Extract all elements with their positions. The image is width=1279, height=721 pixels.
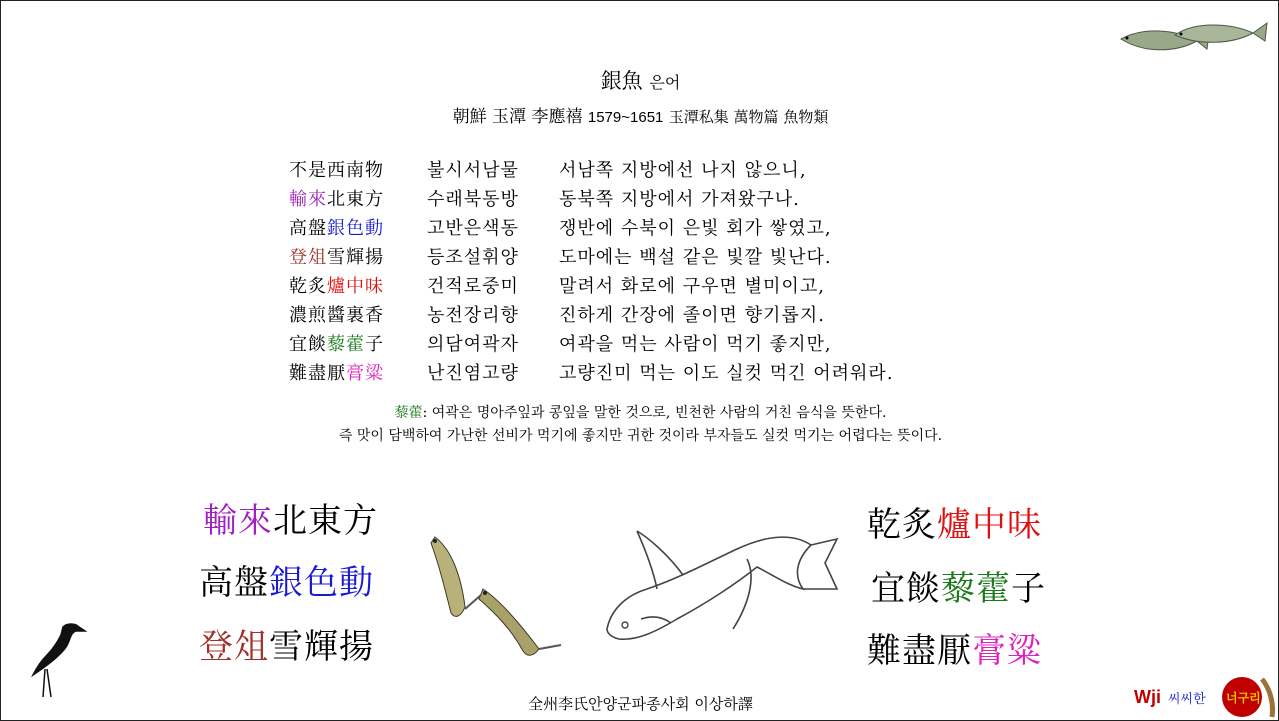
- poem-hanja: [289, 214, 427, 240]
- poem-hanja: [289, 359, 427, 385]
- poem-hanja: [289, 156, 427, 182]
- poem-reading: 등조설휘양: [427, 247, 519, 268]
- poem: [289, 156, 894, 388]
- poem-line: [289, 330, 894, 359]
- note-line-1: [1, 402, 1279, 422]
- verse-segment: 北東方: [327, 189, 384, 210]
- poem-hanja: [289, 272, 427, 298]
- poem-reading: 난진염고량: [427, 363, 519, 384]
- poem-translation: 동북쪽 지방에서 가져왔구나.: [559, 189, 800, 210]
- verse-segment: 不是西南物: [289, 160, 384, 181]
- title-korean: 은어: [649, 73, 681, 92]
- poem-line: [289, 243, 894, 272]
- poem-hanja: [289, 301, 427, 327]
- verse-segment: 雪輝揚: [327, 247, 384, 268]
- poem-line: [289, 185, 894, 214]
- verse-segment: 宜餤: [289, 334, 327, 355]
- poem-hanja: [289, 330, 427, 356]
- grilled-fish-image: [421, 529, 571, 669]
- note-term: 藜藿: [394, 405, 423, 421]
- poem-line: [289, 214, 894, 243]
- svg-text:씨씨한: 씨씨한: [1168, 692, 1206, 707]
- verse-segment: 藜藿: [327, 334, 365, 355]
- heron-image: [23, 617, 87, 701]
- poem-hanja: [289, 185, 427, 211]
- poem-hanja: [289, 243, 427, 269]
- poem-line: [289, 156, 894, 185]
- svg-text:Wji: Wji: [1134, 687, 1161, 707]
- verse-segment: 北東方: [273, 501, 378, 541]
- verse-segment: 高盤: [289, 218, 327, 239]
- poem-translation: 고량진미 먹는 이도 실컷 먹긴 어려워라.: [559, 363, 894, 384]
- verse-segment: 爐中味: [937, 505, 1042, 545]
- poem-reading: 의담여곽자: [427, 334, 519, 355]
- publisher-logo: [1134, 673, 1279, 719]
- verse-segment: 爐中味: [327, 276, 384, 297]
- note-line-2: 즉 맛이 담백하여 가난한 선비가 먹기에 좋지만 귀한 것이라 부자들도 실컷 먹기는 어렵다는 뜻이다.: [338, 428, 943, 444]
- verse-segment: 輸來: [203, 501, 273, 541]
- poem-line: [289, 359, 894, 388]
- verse-segment: 高盤: [199, 563, 269, 603]
- big-verse-right-2: [871, 561, 1046, 610]
- fish-pair-image: [1113, 13, 1273, 63]
- page-title: [1, 65, 1279, 95]
- verse-segment: 登俎: [289, 247, 327, 268]
- poem-line: [289, 272, 894, 301]
- verse-segment: 藜藿: [941, 569, 1011, 609]
- verse-segment: 銀色動: [269, 563, 374, 603]
- poem-translation: 여곽을 먹는 사람이 먹기 좋지만,: [559, 334, 832, 355]
- verse-segment: 宜餤: [871, 569, 941, 609]
- verse-segment: 難盡厭: [867, 631, 972, 671]
- big-verse-left-2: [199, 555, 374, 604]
- source: 玉潭私集 萬物篇 魚物類: [668, 108, 829, 126]
- author-years: 1579~1651: [587, 109, 664, 126]
- verse-segment: 雪輝揚: [269, 627, 374, 667]
- verse-segment: 子: [365, 334, 384, 355]
- verse-segment: 膏粱: [972, 631, 1042, 671]
- poem-reading: 농전장리향: [427, 305, 519, 326]
- subtitle: [1, 102, 1279, 127]
- poem-translation: 서남쪽 지방에선 나지 않으니,: [559, 160, 807, 181]
- verse-segment: 難盡厭: [289, 363, 346, 384]
- verse-segment: 登俎: [199, 627, 269, 667]
- big-verse-left-1: [203, 493, 378, 542]
- verse-segment: 乾炙: [289, 276, 327, 297]
- poem-reading: 수래북동방: [427, 189, 519, 210]
- poem-translation: 쟁반에 수북이 은빛 회가 쌓였고,: [559, 218, 832, 239]
- big-verse-right-1: [867, 497, 1042, 546]
- title-hanja: 銀魚: [600, 69, 643, 93]
- verse-segment: 子: [1011, 569, 1046, 609]
- verse-segment: 濃煎醬裏香: [289, 305, 384, 326]
- poem-reading: 고반은색동: [427, 218, 519, 239]
- verse-segment: 輸來: [289, 189, 327, 210]
- note-text-1: : 여곽은 명아주잎과 콩잎을 말한 것으로, 빈천한 사람의 거친 음식을 뜻한다.: [422, 405, 887, 421]
- poem-translation: 진하게 간장에 졸이면 향기롭지.: [559, 305, 825, 326]
- verse-segment: 銀色動: [327, 218, 384, 239]
- author: 朝鮮 玉潭 李應禧: [452, 107, 583, 127]
- verse-segment: 膏粱: [346, 363, 384, 384]
- svg-text:너구리: 너구리: [1226, 691, 1261, 705]
- big-verse-left-3: [199, 619, 374, 668]
- poem-translation: 도마에는 백설 같은 빛깔 빛난다.: [559, 247, 832, 268]
- poem-translation: 말려서 화로에 구우면 별미이고,: [559, 276, 825, 297]
- translator-credit: 全州李氏안양군파종사회 이상하譯: [528, 695, 753, 713]
- poem-reading: 불시서남물: [427, 160, 519, 181]
- fish-outline-image: [597, 519, 843, 659]
- poem-line: [289, 301, 894, 330]
- big-verse-right-3: [867, 623, 1042, 672]
- poem-reading: 건적로중미: [427, 276, 519, 297]
- verse-segment: 乾炙: [867, 505, 937, 545]
